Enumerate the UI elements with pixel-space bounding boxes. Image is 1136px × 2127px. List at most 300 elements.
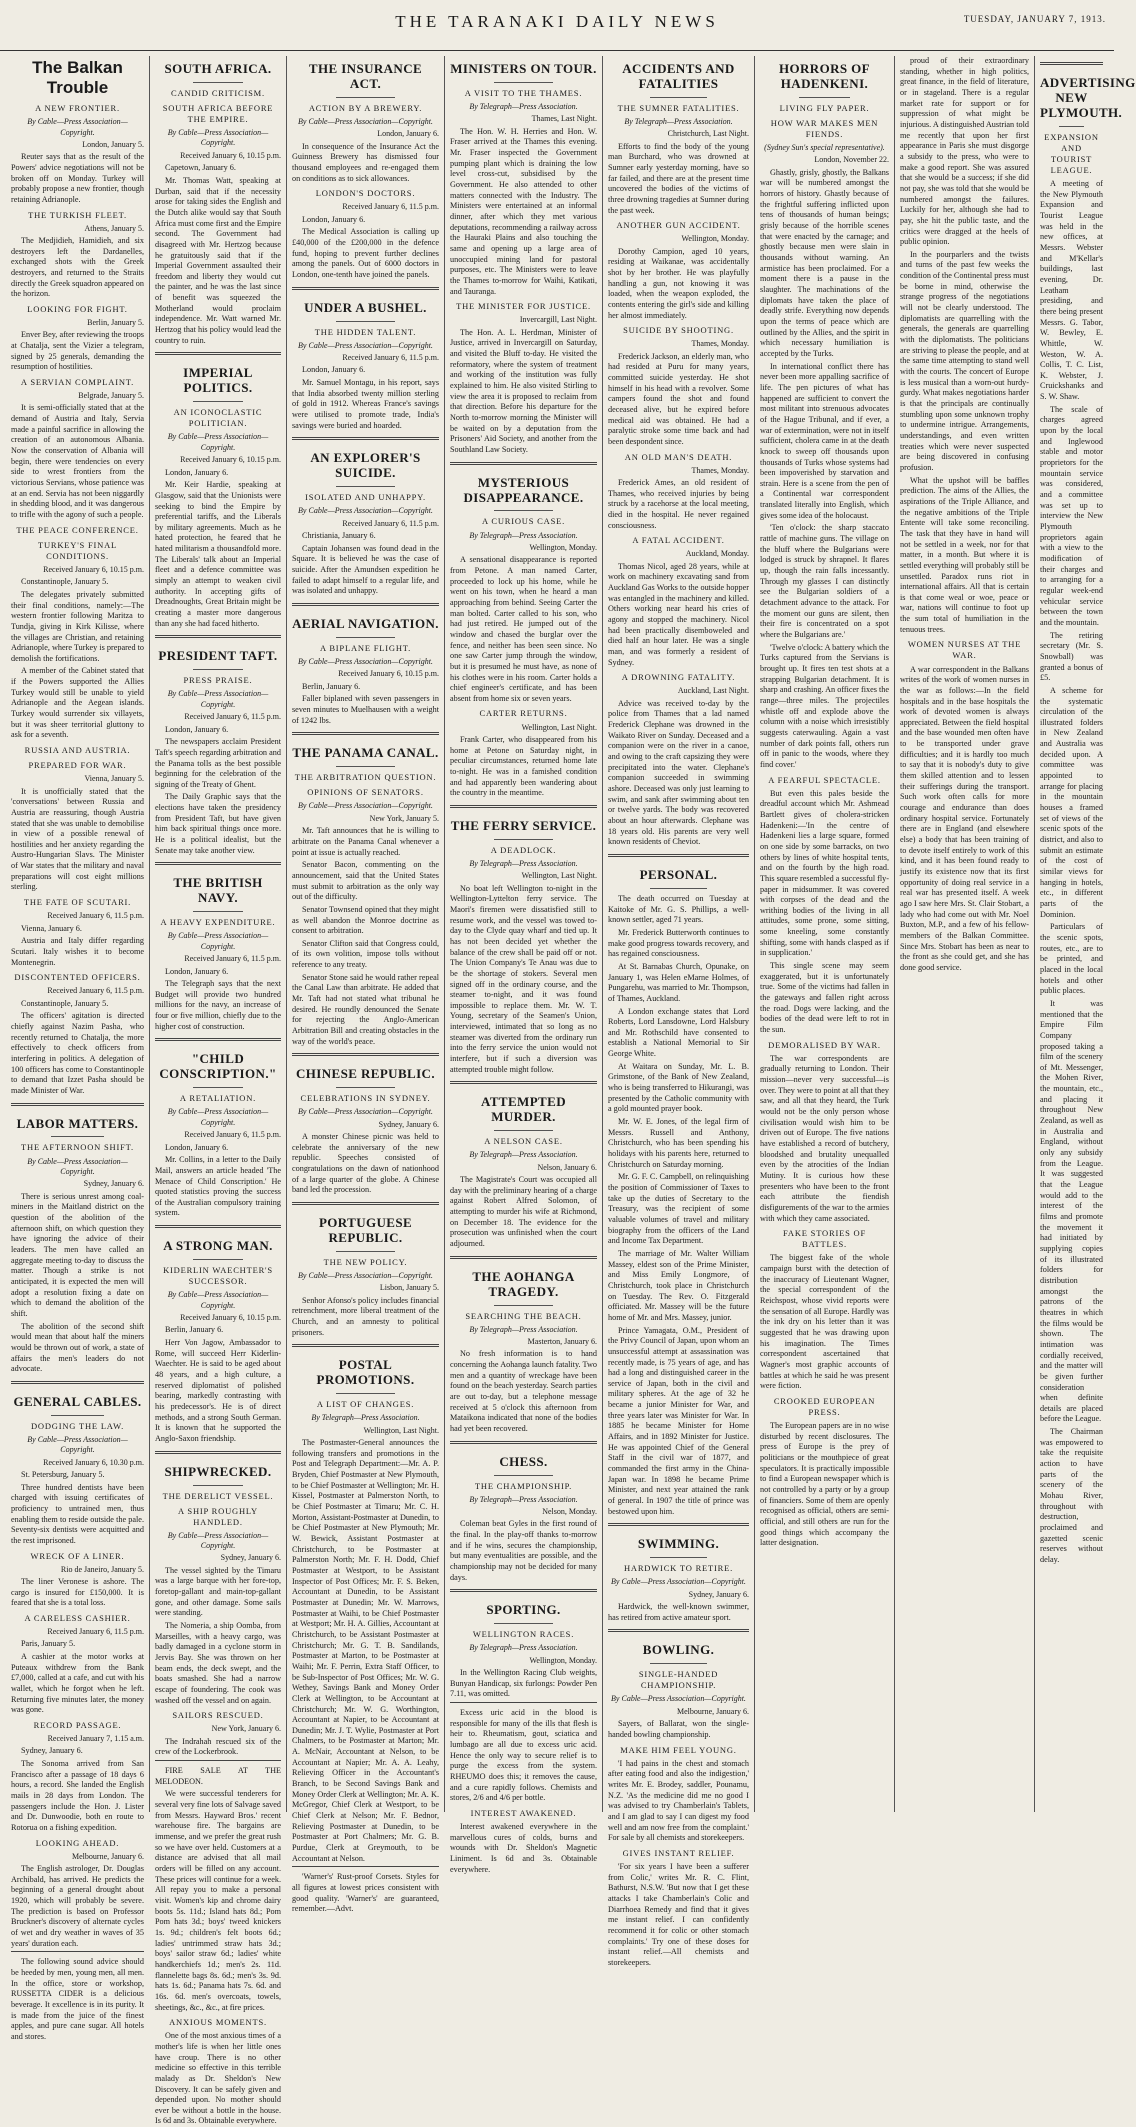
article-subhead: ANXIOUS MOMENTS. <box>169 2017 267 2028</box>
article-dateline: Received January 6, 11.5 p.m. <box>184 1130 281 1140</box>
article-paragraph: A sensational disappearance is reported from Petone. A man named Carter, proceeded to lock up his home, while he went on his town, when he heard a man approaching from behind. Seeing Carter the man bolted. Carter called to his son, who had just retired. He jumped out of the window and chased the burglar over the fence, and neither has been seen since. No one saw Carter jump through the window, but it is presumed he must have, as none of his clothes were in his room. Carter holds a chief engineer's certificate, and has been absent from home six or seven years. <box>450 555 597 703</box>
article-dateline: London, January 5. <box>82 139 144 149</box>
article-subhead: A CURIOUS CASE. <box>481 516 566 527</box>
article <box>155 862 281 1032</box>
article-subhead: THE MINISTER FOR JUSTICE. <box>456 301 591 312</box>
divider <box>336 1251 395 1252</box>
article-subhead: A BIPLANE FLIGHT. <box>319 642 412 653</box>
article <box>292 1866 439 1915</box>
article-paragraph: Hardwick, the well-known swimmer, has retired from active amateur sport. <box>608 1602 749 1622</box>
article-paragraph: In the pourparlers and the twists and turns of the past few weeks the condition of the Continental press must be borne in mind, otherwise the strange progress of the negotiations will not be clearly understood. The diplomatists are quarrelling with the generals, the generals are quarrelling with the diplomatists. The politicians are striving to please the people, and at the same time attempting to stand well with the courts. The concert of Europe is less musical than a worn-out hurdy-gurdy. What makes negotiations harder is that the principals are continually stumbling upon some unknown trophy to undermine intrigue. Arrangements, understandings, and even written treaties which were never suspected are being discovered in confusing profusion. <box>900 249 1029 472</box>
article-headline: PRESIDENT TAFT. <box>158 648 278 664</box>
article-dateline: Athens, January 5. <box>84 223 144 233</box>
article-paragraph: The Sonoma arrived from San Francisco after a passage of 18 days 6 hours, a record. She landed the English mails in 28 days from London. The passengers include the Hon. J. Lister and Dr. Dunwoodie, both en route to Rotorua on a fishing expedition. <box>11 1759 144 1833</box>
article <box>11 1103 144 1375</box>
article-dateline: Vienna, January 5. <box>84 774 144 784</box>
article <box>900 639 1029 973</box>
article-byline: By Cable—Press Association—Copyright. <box>27 1156 128 1176</box>
article-paragraph: London, January 6. <box>302 214 366 224</box>
article-paragraph: The Indrahah rescued six of the crew of the Lockerbrook. <box>155 1736 281 1757</box>
article-paragraph: The officers' agitation is directed chiefly against Nazim Pasha, who recently returned to Chatalja, the more effectively to check officers from interfering in politics. A delegation of 100 officers has come to Constantinople to demand that Izzet Pasha should be made Minister of War. <box>11 1011 144 1095</box>
article-byline: (Sydney Sun's special representative). <box>764 143 885 153</box>
article-headline: PORTUGUESE REPUBLIC. <box>318 1215 413 1246</box>
article-subhead: AN ICONOCLASTIC POLITICIAN. <box>173 407 263 429</box>
article <box>292 603 439 726</box>
article <box>450 805 597 1076</box>
article-subhead: THE FATE OF SCUTARI. <box>23 897 132 908</box>
article <box>292 287 439 432</box>
article-dateline: Sydney, January 6. <box>688 1589 749 1599</box>
article-paragraph: What the upshot will be baffles prediction. The aims of the Allies, the aspirations of the Triple Alliance, and the negative ambitions of the Triple Entente will take some reconciling. The task that they have in hand will not be settled in a week, nor for that matter, in a month. But where it is settled everything will probably still be unsettled. Paradox runs riot in international affairs. All that is certain is that come weal or woe, peace or war, nations will continue to foot up the sum total of humiliation in the tenuous trees. <box>900 475 1029 634</box>
article-byline: By Telegraph—Press Association. <box>469 1643 578 1653</box>
article-paragraph: Mr. Collins, in a letter to the Daily Mail, answers an article headed 'The Menace of Child Conscription.' He quoted statistics proving the success of the Australian compulsory training system. <box>155 1155 281 1218</box>
article-headline: HORRORS OF HADENKENI. <box>778 61 871 91</box>
article-paragraph: proud of their extraordinary standing, whether in high politics, great finance, in the field of literature, or in stageland. There is a regular market rate for support or for suppression of what might be injurious. A distinguished Austrian told me recently that upon her first appearance in Paris she must disgorge a subsidy to the press, who were to make a good report. She was assured that she would be a success; if she did not pay, she was told that she would be numbered amongst the failures. Luckily for her, although she had to pay, she hit the public taste, and the critics were dragged at the heels of public opinion. <box>900 56 1029 247</box>
article-paragraph: London, January 6. <box>302 365 366 375</box>
article-byline: By Cable—Press Association—Copyright. <box>298 1107 433 1117</box>
article-paragraph: 'Twelve o'clock: A battery which the Turks captured from the Servians is brought up. It fires ten test shots at a strapping Bulgarian detachment. It is sharp and crashing. An officer fixes the range—three miles. The projectiles whistle off and explode above the column with a noise which irresistibly suggests caterwauling. Again a vast number of dark points fall, others run off in panic to the woods, where they find cover.' <box>760 642 890 769</box>
divider <box>51 1415 104 1416</box>
divider <box>193 669 243 670</box>
article-paragraph: Reuter says that as the result of the Powers' advice negotiations will not be broken off on Monday. Turkey will probably propose a new frontier, though retaining Adrianople. <box>11 152 144 204</box>
article-paragraph: The Nomeria, a ship Oomba, from Marseilles, with a heavy cargo, was badly damaged in a cyclone storm in Jervis Bay. She was thrown on her beam ends, the deck swept, and the boats smashed. She had a narrow escape of foundering. The cook was washed off the vessel and on again. <box>155 1621 281 1705</box>
article-subhead: THE SUMNER FATALITIES. <box>617 102 740 113</box>
divider <box>494 82 553 83</box>
article-dateline: Christchurch, Last Night. <box>667 129 749 139</box>
divider <box>193 1485 243 1486</box>
article-paragraph: It was mentioned that the Empire Film Company proposed taking a film of the scenery of Mt. Messenger, the Mohen River, the mountain, etc., and placing it throughout New Zealand, as well as in Australia and England, without only any subsidy from the League. It was suggested that the League would add to the interest of the films and promote the movement it had initiated by supplying copies of its illustrated folders for distribution amongst the patrons of the theatres in which the films would be shown. The intimation was cordially received, and the matter will be given further consideration when definite details are placed before the League. <box>1040 998 1103 1424</box>
article-dateline: London, January 6. <box>377 129 439 139</box>
columns-container <box>6 56 1136 2126</box>
article-dateline: Nelson, January 6. <box>537 1162 597 1172</box>
article <box>292 1053 439 1196</box>
article-paragraph: The Hon. W. H. Herries and Hon. W. Fraser arrived at the Thames this evening. Mr. Fraser inspected the Government pumping plant which is draining the low level cross-cut, subsidised by the Government. He also attended to other matters connected with the Industry. The Ministers were entertained at an informal dinner, after which they met various deputations, recommending a railway across the Hauraki Plains and also touching the same and opening up a large area of unoccupied mining land for pastoral purposes, etc. The Ministers were to leave the Thames to-morrow for Waihi, Katikati, and Tauranga. <box>450 126 597 296</box>
article-paragraph: London, January 6. <box>165 724 229 734</box>
article <box>155 103 281 346</box>
article-subhead: WRECK OF A LINER. <box>30 1550 125 1561</box>
article <box>450 1441 597 1584</box>
article-subhead: A NEW FRONTIER. <box>35 103 120 114</box>
article-headline: ADVERTISING NEW PLYMOUTH. <box>1040 75 1136 120</box>
divider <box>799 97 851 98</box>
column-8 <box>1035 56 1136 1812</box>
article <box>11 377 144 521</box>
article-paragraph: It is semi-officially stated that at the demand of Austria and Italy, Servia made a painful sacrifice in allowing the creation of an autonomous Albania. Now the conservation of Albania will begin, there were tendencies on every side to wrest frontiers from the victorious Servians, whose patience was at an end. Servia has not been niggardly in shedding blood, and it was dangerous to trifle with the agony of such a people. <box>11 403 144 520</box>
article-paragraph: A cashier at the motor works at Puteaux withdrew from the Bank £7,000, called at a cafe, and cut with his wallet, which he forgot when he left. Returning five minutes later, the money was gone. <box>11 1652 144 1715</box>
article-byline: By Telegraph—Press Association. <box>624 116 733 126</box>
article-subhead: HOW WAR MAKES MEN FIENDS. <box>770 117 879 139</box>
article <box>155 1710 281 1758</box>
masthead-date: TUESDAY, JANUARY 7, 1913. <box>963 14 1106 24</box>
divider <box>336 97 395 98</box>
article-paragraph: Paris, January 5. <box>21 1639 76 1649</box>
divider <box>193 1259 243 1260</box>
article-subhead: A CARELESS CASHIER. <box>24 1612 131 1623</box>
article <box>608 1745 749 1844</box>
article-paragraph: Faller biplaned with seven passengers in seven minutes to Muelhausen with a weight of 1242 lbs. <box>292 694 439 725</box>
article-paragraph: 'Ten o'clock: the sharp staccato rattle of machine guns. The village on the bluff where the Bulgarians were lodged is struck by shrapnel. It flares up, though the rain falls incessantly. Through my glasses I can distinctly see the Bulgarian soldiers of a detachment advance to the attack. For the moment our guns are silent, then their fire is concentrated on a spot where the Bulgarians are.' <box>760 523 889 640</box>
article-paragraph: 'Warner's' Rust-proof Corsets. Styles for all figures at lowest prices consistent with good quality. 'Warner's' are guaranteed, remember.—Advt. <box>292 1872 439 1914</box>
article-subhead: SINGLE-HANDED CHAMPIONSHIP. <box>638 1669 719 1691</box>
article-paragraph: Constantinople, January 5. <box>21 577 109 587</box>
article-paragraph: Prince Yamagata, O.M., President of the Privy Council of Japan, upon whom an unsuccessful attempt at assassination was recently made, is 75 years of age, and has had a long and distinguished career in the service of Japan, both in the civil and military spheres. At the age of 32 he became a junior Minister for War, and three years later was Minister for War. In 1885 he became Minister for Home Affairs, and in 1892 Minister for Justice. He was appointed Chief of the General Staff in the civil war of 1877, and commanded the first army in the China-Japan war. In 1898 he became Prime Minister, and next year attained the rank of general. In 1907 the title of prince was bestowed upon him. <box>608 1325 749 1516</box>
article-headline: PERSONAL. <box>639 867 718 883</box>
article-paragraph: The liner Veronese is ashore. The cargo is insured for £150,000. It is feared that she is a total loss. <box>11 1577 144 1608</box>
article-paragraph: The retiring secretary (Mr. S. Snowball) was granted a bonus of £5. <box>1040 630 1103 683</box>
article-subhead: LOOKING FOR FIGHT. <box>27 303 128 314</box>
article <box>11 897 144 968</box>
article-paragraph: Mr. Keir Hardie, speaking at Glasgow, said that the Unionists were seeking to bind the Empire by preferential tariffs, and the Liberals by military agreements. Much as he hated protection, he feared that he hated militarism a thousandfold more. The Liberals' talk about an Imperial fleet and a defence committee was simply an attempt to weaken civil authority. In accepting gifts of Dreadnoughts, Great Britain might be creating a master more dangerous than any she had faced hitherto. <box>155 480 281 628</box>
article-dateline: Belgrade, January 5. <box>78 391 144 401</box>
divider <box>494 839 553 840</box>
article-subhead: WOMEN NURSES AT THE WAR. <box>907 639 1022 661</box>
article-headline: UNDER A BUSHEL. <box>304 299 427 315</box>
article-paragraph: Three hundred dentists have been charged with issuing certificates of proficiency to untrained men, thus enabling them to reside outside the pale. Seventy-six dentists were acquitted and the rest imprisoned. <box>11 1482 144 1545</box>
article <box>155 635 281 856</box>
article-paragraph: No boat left Wellington to-night in the Wellington-Lyttelton ferry service. The Maori's firemen were dissatisfied still to resume work, and the vessel was towed to-day to the Clyde quay wharf and tied up. It has not been decided yet whether the balance of the crew shall be paid off or not. The Union Company's Te Anau was due to be the shortage of stokers. Several men signed off in the ordinary course, and the steamer to-night, and it was found impossible to replace them. Mr. W. T. Young, secretary of the Seamen's Union, interviewed, intimated that so long as no steamer was diverted from the ordinary run into the ferry service the union would not interfere, but if such a diversion was attempted trouble might follow. <box>450 883 597 1074</box>
article <box>608 220 749 321</box>
article-paragraph: London, January 6. <box>165 966 229 976</box>
article-headline: CHINESE REPUBLIC. <box>296 1066 435 1082</box>
article <box>292 188 439 280</box>
article-dateline: Wellington, Monday. <box>681 234 749 244</box>
article-paragraph: The Medjidieh, Hamidieh, and six destroyers left the Dardanelles, exchanged shots with the Greek destroyers, and returned to the Straits directly the Greek squadron appeared on the horizon. <box>11 236 144 299</box>
article-subhead: A DROWNING FATALITY. <box>621 672 736 683</box>
article-paragraph: The delegates privately submitted their final conditions, namely:—The western frontier following Maritza to Tundja, giving in Kirk Kilisse, where the villages are Christian, and retaining Adrianople, where Turkey is prepared to demolish the fortifications. <box>11 589 144 663</box>
article-paragraph: Frank Carter, who disappeared from his home at Petone on Saturday night, in peculiar circumstances, returned home late to-night. He was in a famished condition and had apparently been wandering about the country in the meantime. <box>450 734 597 798</box>
article-paragraph: In international conflict there has never been more appalling sacrifice of life. The pen pictures of what has happened are sufficient to convert the most militant into strenuous advocates of the Hague Tribunal, and if ever, a war of extermination, were not in itself sufficient, cholera came in at the death knock to sweep off thousands upon thousands of Turks whose systems had been impoverished by starvation and strain. Here is a scene from the pen of a Continental war correspondent translated literally into English, which gives some idea of the holocaust. <box>760 361 889 520</box>
article <box>760 1396 889 1549</box>
article-paragraph: A London exchange states that Lord Roberts, Lord Lansdowne, Lord Halsbury and Mr. Rothschild have consented to establish a National Memorial to Sir George White. <box>608 1006 749 1059</box>
article <box>11 210 144 300</box>
article-paragraph: In consequence of the Insurance Act the Guinness Brewery has dismissed four thousand employees and re-engaged them on conditions as to sick allowances. <box>292 141 439 183</box>
article-subhead: THE HIDDEN TALENT. <box>314 326 417 337</box>
article <box>608 1629 749 1740</box>
article <box>292 1202 439 1338</box>
article-paragraph: Mr. G. F. C. Campbell, on relinquishing the position of Commissioner of Taxes to take up the duties of Secretary to the Treasury, was the recipient of some valuable volumes of travel and military biography from the officers of the Land and Income Tax Department. <box>608 1172 749 1246</box>
article <box>292 732 439 783</box>
article-dateline: New York, January 5. <box>369 813 439 823</box>
article-dateline: Nelson, Monday. <box>542 1507 597 1517</box>
article-subhead: SOUTH AFRICA BEFORE THE EMPIRE. <box>162 102 274 125</box>
article-dateline: Received January 6, 11.5 p.m. <box>184 712 281 722</box>
article-headline: "CHILD CONSCRIPTION." <box>159 1051 277 1082</box>
article-dateline: Wellington, Last Night. <box>521 722 597 732</box>
article-dateline: Rio de Janeiro, January 5. <box>60 1564 144 1574</box>
article-subhead: A DEADLOCK. <box>490 844 557 855</box>
article <box>155 1760 281 2013</box>
article-subhead: LIVING FLY PAPER. <box>779 102 870 113</box>
article-paragraph: The death occurred on Tuesday at Kaitoke of Mr. G. S. Phillips, a well-known settler, aged 71 years. <box>608 893 749 925</box>
article-byline: By Cable—Press Association—Copyright. <box>298 506 433 516</box>
article-subhead: WELLINGTON RACES. <box>472 1629 575 1640</box>
article-paragraph: Christiania, January 6. <box>302 531 376 541</box>
column-2 <box>150 56 287 2126</box>
article-dateline: Received January 6, 10.15 p.m. <box>338 669 439 679</box>
article-paragraph: The Daily Graphic says that the elections have taken the presidency from President Taft, but have given him back spiritual things once more. He is a political idealist, but the Senate may take another view. <box>155 792 281 855</box>
article <box>155 1451 281 1502</box>
article-dateline: Received January 6, 11.5 p.m. <box>47 986 144 996</box>
divider <box>650 1557 706 1558</box>
divider <box>494 1623 553 1624</box>
divider <box>336 1393 395 1394</box>
article <box>450 1589 597 1700</box>
article-paragraph: One of the most anxious times of a mother's life is when her little ones have croup. There is no other medicine so effective in this terrible malady as Dr. Sheldon's New Discovery. It can be safely given and depended upon. No mother should ever be without a bottle in the house. Is 6d and 3s. Obtainable everywhere. <box>155 2031 281 2126</box>
article-paragraph: We were successful tenderers for several very fine lots of Salvage saved from Messrs. Hayward Bros.' recent warehouse fire. The bargains are immense, and we prefer the great rush so we have over held. Customers at a distance are advised that all mail orders will be filled on any account. These prices will continue for a week. All repay you to make a personal visit. Women's kip and chrome dairy boots 5s. 11d.; Island hats 8d.; Pom Pom hats 3d.; boys' tweed knickers 1s. 9d.; children's felt boots 6d.; ladies' untrimmed straw hats 3d.; boys' sailor straw 6d.; ladies' white handkerchiefs 1d.; men's 2s. 11d. flannelette bags 8s. 6d.; men's 3s. 9d. hats 1s. 6d.; Panama hats 7s. 6d. and 16s. 6d. men's overcoats, towels, sheetings, &c., &c., at fire prices. <box>155 1789 281 2012</box>
article-paragraph: Senator Townsend opined that they might as well abandon the Monroe doctrine as consent to arbitration. <box>292 904 439 936</box>
article-paragraph: The European papers are in no wise disturbed by recent disclosures. The press of Europe is the prey of politicians or the mouthpiece of great speculators. It is practically impossible to find a European newspaper which is not controlled by a party or by a group of financiers. Some of them are openly recognised as official, others are semi-official, and still others are run for the good things which accompany the latter designation. <box>760 1420 889 1548</box>
article-subhead: CANDID CRITICISM. <box>171 87 265 98</box>
article <box>11 58 144 97</box>
article-paragraph: Constantinople, January 5. <box>21 998 109 1008</box>
article-subhead: CARTER RETURNS. <box>479 708 568 719</box>
article <box>11 525 144 536</box>
divider <box>193 911 243 912</box>
article-subhead: INTEREST AWAKENED. <box>470 1808 577 1819</box>
divider <box>494 510 553 511</box>
article <box>292 437 439 597</box>
article-paragraph: A scheme for the systematic circulation of the illustrated folders in New Zealand and Australia was decided upon. A committee was appointed to arrange for placing in the mountain houses a framed set of views of the scenic spots of the district, and also to submit an estimate of the cost of similar views for hanging in hotels, etc., in different parts of the Dominion. <box>1040 685 1103 919</box>
article-subhead: DEMORALISED BY WAR. <box>768 1039 881 1050</box>
article <box>155 1506 281 1707</box>
article-subhead: AN OLD MAN'S DEATH. <box>624 451 733 462</box>
article-paragraph: The newspapers acclaim President Taft's speech regarding arbitration and the Panama tolls as the best possible beginning for the celebration of the signing of the Treaty of Ghent. <box>155 737 281 789</box>
article-paragraph: The English astrologer, Dr. Douglas Archibald, has arrived. He predicts the beginning of a general drought about 1920, which will probably be severe. The prediction is based on Professor Bruckner's discovery of alternate cycles of wet and dry weather in waves of 35 years' duration each. <box>11 1864 144 1948</box>
article-dateline: Received January 6, 11.5 p.m. <box>184 954 281 964</box>
article-dateline: Received January 6, 10.15 p.m. <box>43 564 144 574</box>
article-headline: SPORTING. <box>486 1602 561 1618</box>
article-paragraph: Mr. Samuel Montagu, in his report, says that India absorbed twenty million sterling of gold in 1912. Whereas France's savings were utilised to promote trade, India's savings were buried and hoarded. <box>292 378 439 430</box>
article <box>760 62 889 114</box>
article-paragraph: Senhor Afonso's policy includes financial retrenchment, more liberal treatment of the Church, and an amnesty to political prisoners. <box>292 1295 439 1337</box>
article <box>450 1702 597 1804</box>
divider <box>650 1663 706 1664</box>
article-subhead: THE AFTERNOON SHIFT. <box>21 1142 134 1153</box>
divider <box>51 1136 104 1137</box>
article <box>450 1256 597 1435</box>
article-subhead: PRESS PRAISE. <box>183 675 253 686</box>
article-byline: By Telegraph—Press Association. <box>469 1324 578 1334</box>
article-dateline: Received January 6, 10.15 p.m. <box>180 1312 281 1322</box>
divider <box>193 1087 243 1088</box>
article <box>292 62 439 184</box>
article-headline: MYSTERIOUS DISAPPEARANCE. <box>463 474 584 505</box>
article-subhead: THE PEACE CONFERENCE. <box>16 524 139 535</box>
article-dateline: Wellington, Last Night. <box>363 1425 439 1435</box>
article-subhead: PREPARED FOR WAR. <box>28 760 127 771</box>
article <box>608 62 749 216</box>
article-headline: SHIPWRECKED. <box>164 1463 272 1479</box>
article-byline: By Telegraph—Press Association. <box>469 1494 578 1504</box>
article-headline: IMPERIAL POLITICS. <box>183 365 253 396</box>
article-paragraph: Capetown, January 6. <box>165 163 236 173</box>
article <box>155 2017 281 2127</box>
article-subhead: CELEBRATIONS IN SYDNEY. <box>300 1093 431 1104</box>
article-headline: CHESS. <box>499 1453 548 1469</box>
article-byline: By Cable—Press Association—Copyright. <box>298 116 433 126</box>
article-byline: By Cable—Press Association—Copyright. <box>298 340 433 350</box>
article-dateline: Wellington, Monday. <box>529 542 597 552</box>
article-paragraph: The vessel sighted by the Timaru was a large barque with her fore-top, foretop-gallant and main-top-gallant gone, and other damage. Some sails were standing. <box>155 1565 281 1618</box>
article <box>292 1344 439 1864</box>
masthead <box>0 0 1114 51</box>
divider <box>494 1475 553 1476</box>
article-dateline: Auckland, Last Night. <box>677 686 749 696</box>
article <box>450 62 597 297</box>
article-paragraph: In the Wellington Racing Club weights, Bunyan Handicap, six furlongs: Powder Pen 7.11, was omitted. <box>450 1668 597 1699</box>
article-paragraph: Austria and Italy differ regarding Scutari. Italy wishes it to become Montenegrin. <box>11 936 144 967</box>
article-headline: The Balkan Trouble <box>32 58 123 97</box>
article-paragraph: There is serious unrest among coal-miners in the Maitland district on the question of the abolition of the afternoon shift, on which question they have ignoring the advice of their leaders. The men have called an aggregate meeting to-day to discuss the matter. Though a strike is not anticipated, it is expected the men will adopt a resolution fixing a date on which to demand the abolition of the shift. <box>11 1191 144 1318</box>
article-paragraph: At Waitara on Sunday, Mr. L. B. Grimstone, of the Bank of New Zealand, who is being transferred to Hikurangi, was presented by the Catholic community with a gold mounted prayer book. <box>608 1061 749 1114</box>
article-dateline: Masterton, January 6. <box>527 1337 597 1347</box>
article-dateline: Thames, Monday. <box>691 465 749 475</box>
article <box>450 301 597 455</box>
article-paragraph: The Magistrate's Court was occupied all day with the preliminary hearing of a charge against Robert Alfred Solomon, of attempting to murder his wife at Richmond, on December 18. The evidence for the prosecution was unfinished when the court adjourned. <box>450 1175 597 1249</box>
article-paragraph: The marriage of Mr. Walter William Massey, eldest son of the Prime Minister, and Miss Emily Longmore, of Christchurch, took place in Christchurch on Tuesday. The Rev. O. Fitzgerald officiated. Mr. Massey will be the future home of Mr. and Mrs. Massey, junior. <box>608 1248 749 1322</box>
article-paragraph: Mr. W. E. Jones, of the legal firm of Messrs. Russell and Anthony, Christchurch, who has been spending his holidays with his parents here, returned to Christchurch on Saturday morning. <box>608 1117 749 1169</box>
article-headline: MINISTERS ON TOUR. <box>450 61 597 76</box>
article-paragraph: Senator Clifton said that Congress could, of its own volition, impose tolls without reference to any treaty. <box>292 938 439 970</box>
article-subhead: LOOKING AHEAD. <box>35 1837 120 1848</box>
article-paragraph: Mr. Frederick Butterworth continues to make good progress towards recovery, and has regained consciousness. <box>608 927 749 959</box>
article-subhead: SAILORS RESCUED. <box>172 1710 264 1721</box>
article-paragraph: The biggest fake of the whole campaign burst with the detection of the inaccuracy of Lieutenant Wagner, the special correspondent of the Reichspost, whose vivid reports were the sensation of all Europe. Hardly was the ink dry on his letter than it was suggested that he was drawing upon his imagination. The Times correspondent ascertained that Wagner's most graphic accounts of battles at which he said he was present were fiction. <box>760 1253 889 1391</box>
article-headline: ACCIDENTS AND FATALITIES <box>622 61 735 91</box>
article <box>450 462 597 705</box>
article-dateline: Sydney, January 6. <box>378 1119 439 1129</box>
article-byline: By Cable—Press Association—Copyright. <box>298 657 433 667</box>
divider <box>650 888 706 889</box>
divider <box>1059 126 1084 127</box>
article-paragraph: Berlin, January 6. <box>165 1325 224 1335</box>
article <box>608 854 749 1517</box>
column-6 <box>755 56 895 1812</box>
article-headline: THE FERRY SERVICE. <box>450 817 597 833</box>
article <box>155 1038 281 1219</box>
article-paragraph: Enver Bey, after reviewing the troops at Chatalja, sent the Vizier a telegram, signed by 25 generals, demanding the resumption of hostilities. <box>11 330 144 372</box>
article-paragraph: St. Petersburg, January 5. <box>21 1469 105 1479</box>
article <box>760 1228 889 1392</box>
article-dateline: Wellington, Monday. <box>529 1655 597 1665</box>
article-paragraph: London, January 6. <box>165 467 229 477</box>
divider <box>336 1087 395 1088</box>
article-paragraph: Vienna, January 6. <box>21 923 82 933</box>
article-byline: By Telegraph—Press Association. <box>469 1150 578 1160</box>
article <box>155 1225 281 1444</box>
article-paragraph: The Postmaster-General announces the following transfers and promotions in the Post and Telegraph Department:—Mr. A. P. Bryden, Chief Postmaster at New Plymouth, to be Chief Postmaster at Wellington; Mr. H. Kissel, Postmaster at Palmerston North, to be Chief Postmaster at Timaru; Mr. C. H. Morton, Assistant-Postmaster at Dunedin, to be Chief Postmaster at New Plymouth; Mr. W. Bewick, Assistant Postmaster at Christchurch, to be Postmaster at Palmerston North; Mr. F. H. Dodd, Chief Postmaster at Westport, to be Assistant Inspector of Post Offices; Mr. F. S. Beken, Accountant at Dunedin, to be Assistant Postmaster at Dunedin; Mr. W. Marrows, Postmaster at Waihi, to be Chief Postmaster at Westport; Mr. H. A. Gillies, Accountant at Christchurch, to be Assistant Postmaster at Christchurch; Mr. G. T. B. Sandilands, Postmaster at Marton, to be Postmaster at Waihi; Mr. F. Perrin, Extra Staff Officer, to be Sub-Inspector of Post Offices; Mr. W. G. Wethey, Savings Bank and Money Order Clerk at Wellington, to be Accountant at Christchurch; Mr. W. G. Worthington, Accountant at Napier, to be Accountant at Dunedin; Mr. J. T. Wylie, Postmaster at Port Chalmers, to be Postmaster at Marton; Mr. A. McNair, Accountant at Nelson, to be Accountant at Napier; Mr. A. A. Leahy, Relieving Officer in the Accountant's Branch, to be Second Savings Bank and Money Order Clerk at Wellington; Mr. A. K. McGregor, Chief Clerk at Westport, to be Chief Clerk at Nelson; Mr. F. Bednor, Relieving Postmaster at Dunedin, to be Postmaster at Port Chalmers; Mr. G. B. Purdue, Clerk at Greymouth, to be Accountant at Nelson. <box>292 1438 439 1863</box>
divider <box>336 321 395 322</box>
article <box>11 1381 144 1547</box>
column-4 <box>445 56 603 1874</box>
article-headline: POSTAL PROMOTIONS. <box>316 1357 415 1388</box>
article-dateline: Berlin, January 5. <box>87 318 144 328</box>
article <box>155 62 281 99</box>
article-headline: AN EXPLORER'S SUICIDE. <box>310 450 421 481</box>
article-subhead: A LIST OF CHANGES. <box>316 1399 415 1410</box>
article-dateline: Thames, Monday. <box>691 339 749 349</box>
article-paragraph: 'I had pains in the chest and stomach after eating food and also the indigestion,' writes Mr. E. Brodey, saddler, Pounamu, N.Z. 'As the medicine did me no good I was advised to try Chamberlain's Tablets, and I am glad to say I can digest my food well and am now free from the complaint.' For sale by all chemists and storekeepers. <box>608 1758 749 1843</box>
article-byline: By Telegraph—Press Association. <box>311 1413 420 1423</box>
article-subhead: GIVES INSTANT RELIEF. <box>622 1847 735 1858</box>
article-subhead: A FEARFUL SPECTACLE. <box>768 774 881 785</box>
masthead-title: THE TARANAKI DAILY NEWS <box>395 12 719 31</box>
article-byline: By Cable—Press Association—Copyright. <box>298 801 433 811</box>
article <box>1040 62 1136 1566</box>
article-paragraph: Interest awakened everywhere in the marvellous cures of colds, burns and wounds with Dr. Sheldon's Magnetic Liniment. Is 6d and 3s. Obtainable everywhere. <box>450 1822 597 1874</box>
article-byline: By Cable—Press Association—Copyright. <box>167 128 269 148</box>
article-subhead: A NELSON CASE. <box>484 1136 563 1147</box>
article-headline: LABOR MATTERS. <box>16 1115 139 1131</box>
article-paragraph: The Medical Association is calling up £40,000 of the £200,000 in the defence fund, hoping to prevent further declines among the panels. Out of 6000 doctors in London, one-tenth have joined the panels. <box>292 227 439 280</box>
article <box>608 672 749 848</box>
article-dateline: Thames, Last Night. <box>531 114 597 124</box>
article-byline: By Cable—Press Association—Copyright. <box>611 1577 746 1587</box>
article-subhead: SUICIDE BY SHOOTING. <box>623 325 734 336</box>
article-subhead: ISOLATED AND UNHAPPY. <box>305 492 426 503</box>
article-dateline: Wellington, Last Night. <box>521 871 597 881</box>
article-subhead: A SERVIAN COMPLAINT. <box>20 377 135 388</box>
article-dateline: Lisbon, January 5. <box>379 1283 439 1293</box>
article <box>450 1808 597 1875</box>
article-byline: By Telegraph—Press Association. <box>469 530 578 540</box>
article <box>608 325 749 447</box>
article-paragraph: The Telegraph says that the next Budget will provide two hundred millions for the navy, an increase of four or five million, chiefly due to the higher cost of construction. <box>155 979 281 1031</box>
article-byline: By Cable—Press Association—Copyright. <box>167 1530 269 1551</box>
article-dateline: Received January 6, 11.5 p.m. <box>342 353 439 363</box>
article-subhead: THE CHAMPIONSHIP. <box>474 1480 573 1491</box>
article-paragraph: The Hon. A. L. Herdman, Minister of Justice, arrived in Invercargill on Saturday, and visited the Bluff to-day. He visited the reformatory, where the system of treatment and working of the institution was fully explained to him. He also visited Stirling to view the area it is proposed to reclaim from that direction. Before his departure for the North to-morrow morning the Minister will be waited on by a deputation from the Prisoners' Aid Society, and another from the Southland Law Society. <box>450 327 597 454</box>
article-headline: A STRONG MAN. <box>163 1238 273 1254</box>
article-headline: GENERAL CABLES. <box>13 1393 142 1409</box>
article-paragraph: Efforts to find the body of the young man Burchard, who was drowned at Sumner early yesterday morning, have so far failed, and there are at the present time uncovered the bodies of the victims of three drowning tragedies at Sumner during the past week. <box>608 141 749 215</box>
article-subhead: CROOKED EUROPEAN PRESS. <box>773 1395 876 1417</box>
article-paragraph: This single scene may seem exaggerated, but it is unfortunately true. Some of the victims had fallen in the gateways and fallen right across the road. Dogs were lacking, and the bodies of the dead were left to rot in the sun. <box>760 961 889 1035</box>
article <box>760 1040 889 1225</box>
article <box>11 972 144 1096</box>
article-paragraph: Dorothy Campion, aged 10 years, residing at Waikanae, was accidentally shot by her brother. He was playfully handling a gun, not knowing it was loaded, when the weapon exploded, the contents entering the girl's side and killing her almost immediately. <box>608 246 749 320</box>
article-paragraph: The scale of charges agreed upon by the local and Inglewood stable and motor proprietors for the mountain service was considered, and a committee was set up to interview the New Plymouth proprietors again with a view to the modification of their charges and to arranging for a regular week-end vehicular service between the town and the mountain. <box>1040 404 1103 627</box>
article-subhead: DODGING THE LAW. <box>30 1420 125 1431</box>
article-byline: By Cable—Press Association—Copyright. <box>167 689 269 709</box>
article-byline: By Cable—Press Association—Copyright. <box>167 1290 269 1310</box>
article-headline: SOUTH AFRICA. <box>164 61 272 76</box>
article-dateline: Melbourne, January 6. <box>677 1706 749 1716</box>
article-dateline: Melbourne, January 6. <box>72 1851 144 1861</box>
article-paragraph: A meeting of the New Plymouth Expansion and Tourist League was held in the new offices, at Messrs. Webster and M'Kellar's buildings, last evening, Dr. Leatham presiding, and there being present Messrs. G. Tabor, W. Bewley, E. Whittle, W. Weston, W. A. Collis, T. C. List, K. Webster, J. Cruickshanks and S. W. Shaw. <box>1040 179 1103 402</box>
article-subhead: THE NEW POLICY. <box>323 1256 408 1267</box>
article-paragraph: Ghastly, grisly, ghostly, the Balkans war will be numbered amongst the horrors of history. Ghastly because of the frightful suffering inflicted upon tens of thousands of human beings; grisly because of the horrible scenes that were enacted by the carnage; and ghostly because men were slain in thousands without warning. An armistice has been proclaimed. For a moment there is a pause in the slaughter. The machinations of the diplomats have taken the place of deadly strife. Everything now depends upon the terms of peace which are outlined by the Allies, and the spirit in which necessary humiliation is accepted by the Turks. <box>760 167 889 358</box>
article-dateline: London, November 22. <box>814 155 889 165</box>
column-5 <box>603 56 755 1967</box>
article-subhead: RECORD PASSAGE. <box>33 1720 122 1731</box>
article-dateline: Invercargill, Last Night. <box>519 315 597 325</box>
article <box>11 1838 144 1950</box>
article-paragraph: A member of the Cabinet stated that if the Powers supported the Allies Turkey would still be unable to yield Adrianople and the Aegean islands. Turkey would surrender six villayets, but it was sheer territorial gluttony to ask for a seventh. <box>11 666 144 740</box>
article-subhead: HARDWICK TO RETIRE. <box>623 1563 734 1574</box>
article-paragraph: Frederick Ames, an old resident of Thames, who received injuries by being struck by a racehorse at the local meeting, died in the hospital. He never regained consciousness. <box>608 478 749 530</box>
article-dateline: Sydney, January 6. <box>83 1179 144 1189</box>
article-paragraph: The abolition of the second shift would mean that about half the miners would be thrown out of work, a state of affairs the men's leaders do not advocate. <box>11 1321 144 1374</box>
article <box>608 452 749 532</box>
article <box>608 535 749 668</box>
article-dateline: Received January 6, 10.15 p.m. <box>180 150 281 160</box>
article-subhead: SEARCHING THE BEACH. <box>465 1310 582 1321</box>
article-byline: By Telegraph—Press Association. <box>469 858 578 868</box>
column-3 <box>287 56 445 1914</box>
article-paragraph: The war correspondents are gradually returning to London. Their mission—never very successful—is over. They were to point at all that they saw, and all that they heard, the Turk would not be the only person whose civilisation would wish him to be driven out of Europe. The five nations have established a record of butchery, bloodshed and brutality unequalled even by the atrocities of the Indian Mutiny. It is curious how these presenters who have been to the front each attribute the fiendish disfigurements of the war to the armies with which they came associated. <box>760 1053 889 1223</box>
article <box>11 1551 144 1609</box>
